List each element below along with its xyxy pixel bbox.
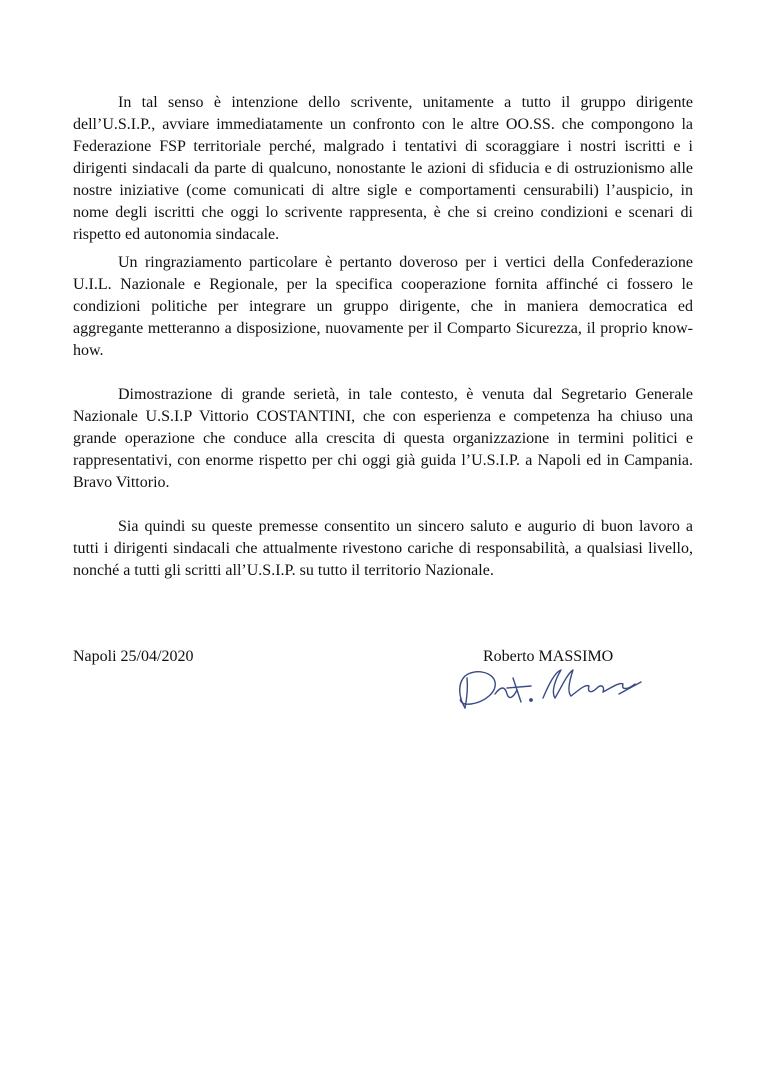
signature-icon — [451, 664, 651, 712]
paragraph-2: Un ringraziamento particolare è pertanto doveroso per i vertici della Confederazione U.I.L. Nazionale e Regionale, per la specifica cooperazione fornita affinché ci fossero le condizioni politiche per integrare un gruppo dirigente, che in maniera democratica ed aggregante metteranno a disposizione, nuovamente per il Comparto Sicurezza, il proprio know-how. — [73, 254, 693, 359]
letter-body — [73, 92, 693, 582]
paragraph-1: In tal senso è intenzione dello scrivente, unitamente a tutto il gruppo dirigente dell’U.S.I.P., avviare immediatamente un confronto con le altre OO.SS. che compongono la Federazione FSP territoriale perché, malgrado i tentativi di scoraggiare i nostri iscritti e i dirigenti sindacali da parte di qualcuno, nonostante le azioni di sfiducia e di ostruzionismo alle nostre iniziative (come comunicati di altre sigle e comportamenti censurabili) l’auspicio, in nome degli iscritti che oggi lo scrivente rappresenta, è che si creino condizioni e scenari di rispetto ed autonomia sindacale. — [73, 94, 693, 243]
paragraph-4: Sia quindi su queste premesse consentito un sincero saluto e augurio di buon lavoro a tutti i dirigenti sindacali che attualmente rivestono cariche di responsabilità, a qualsiasi livello, nonché a tutti gli scritti all’U.S.I.P. su tutto il territorio Nazionale. — [73, 518, 693, 579]
place-date: Napoli 25/04/2020 — [73, 648, 194, 665]
signer-name: Roberto MASSIMO — [483, 648, 614, 665]
paragraph-3: Dimostrazione di grande serietà, in tale contesto, è venuta dal Segretario Generale Nazionale U.S.I.P Vittorio COSTANTINI, che con esperienza e competenza ha chiuso una grande operazione che conduce alla crescita di questa organizzazione in termini politici e rappresentativi, con enorme rispetto per chi oggi già guida l’U.S.I.P. a Napoli ed in Campania. Bravo Vittorio. — [73, 386, 693, 491]
letter-footer — [73, 646, 693, 726]
